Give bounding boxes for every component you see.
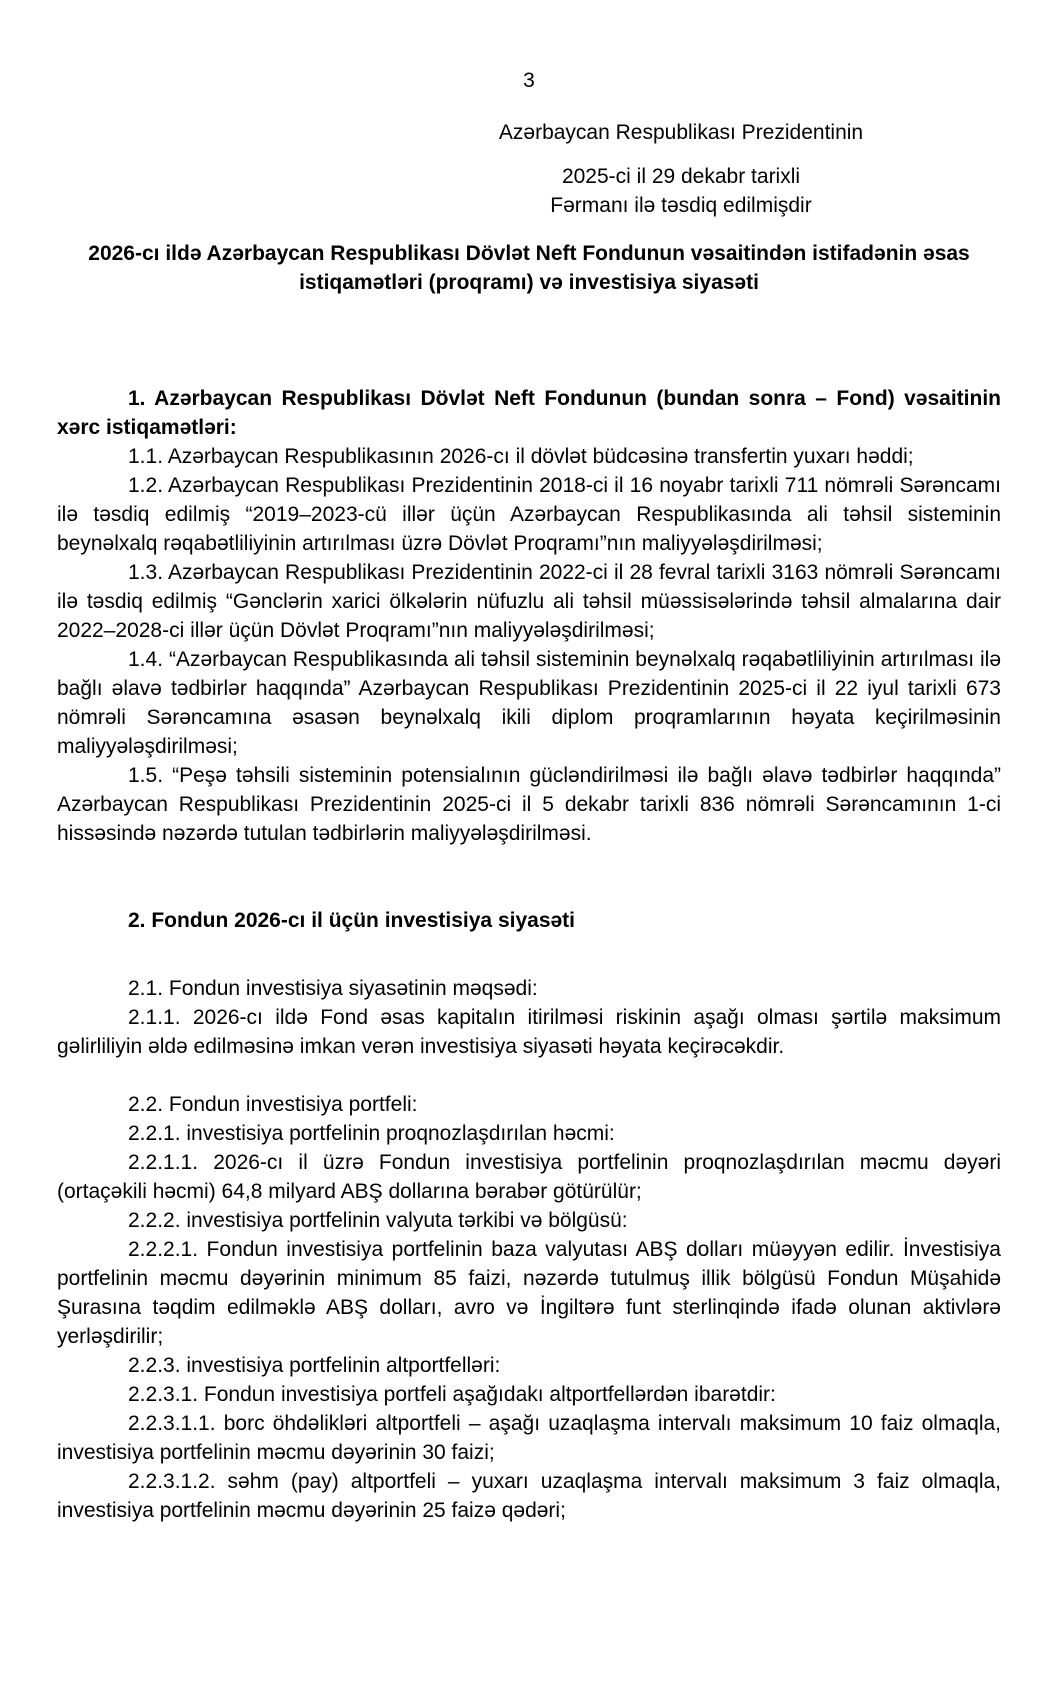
document-title: 2026-cı ildə Azərbaycan Respublikası Dövlət Neft Fondunun vəsaitindən istifadənin əsas istiqamətləri (proqramı) və investisiya siyasəti — [88, 242, 970, 294]
paragraph-2-2-1-1: 2.2.1.1. 2026-cı il üzrə Fondun investisiya portfelinin proqnozlaşdırılan məcmu dəyəri (ortaçəkili həcmi) 64,8 milyard ABŞ dollarına bərabər götürülür; — [57, 1151, 1001, 1203]
paragraph-1-1: 1.1. Azərbaycan Respublikasının 2026-cı il dövlət büdcəsinə transfertin yuxarı həddi; — [128, 445, 914, 468]
paragraph-2-2-2-1: 2.2.2.1. Fondun investisiya portfelinin baza valyutası ABŞ dolları müəyyən edilir. İnvestisiya portfelinin məcmu dəyərinin minimum 85 faizi, nəzərdə tutulmuş illik bölgüsü Fondun Müşahidə Şurasına təqdim edilməklə ABŞ dolları, avro və İngiltərə funt sterlinqində ifadə olunan aktivlərə yerləşdirilir; — [57, 1238, 1001, 1348]
paragraph-1-5: 1.5. “Peşə təhsili sisteminin potensialının gücləndirilməsi ilə bağlı əlavə tədbirlər haqqında” Azərbaycan Respublikası Prezidentinin 2025-ci il 5 dekabr tarixli 836 nömrəli Sərəncamının 1-ci hissəsində nəzərdə tutulan tədbirlərin maliyyələşdirilməsi. — [57, 764, 1001, 845]
paragraph-1-3: 1.3. Azərbaycan Respublikası Prezidentinin 2022-ci il 28 fevral tarixli 3163 nömrəli Sərəncamı ilə təsdiq edilmiş “Gənclərin xarici ölkələrin nüfuzlu ali təhsil müəssisələrində təhsil almalarına dair 2022–2028-ci illər üçün Dövlət Proqramı”nın maliyyələşdirilməsi; — [57, 561, 1001, 642]
paragraph-2-2-1: 2.2.1. investisiya portfelinin proqnozlaşdırılan həcmi: — [128, 1122, 615, 1145]
paragraph-2-2: 2.2. Fondun investisiya portfeli: — [128, 1093, 418, 1116]
paragraph-2-2-2: 2.2.2. investisiya portfelinin valyuta tərkibi və bölgüsü: — [128, 1209, 628, 1232]
paragraph-2-1: 2.1. Fondun investisiya siyasətinin məqsədi: — [128, 977, 538, 1000]
paragraph-2-1-1: 2.1.1. 2026-cı ildə Fond əsas kapitalın itirilməsi riskinin aşağı olması şərtilə maksimum gəlirliliyin əldə edilməsinə imkan verən investisiya siyasəti həyata keçirəcəkdir. — [57, 1006, 1001, 1058]
paragraph-1-2: 1.2. Azərbaycan Respublikası Prezidentinin 2018-ci il 16 noyabr tarixli 711 nömrəli Sərəncamı ilə təsdiq edilmiş “2019–2023-cü illər üçün Azərbaycan Respublikasında ali təhsil sisteminin beynəlxalq rəqabətliliyinin artırılması üzrə Dövlət Proqramı”nın maliyyələşdirilməsi; — [57, 474, 1001, 555]
approval-line-authority: Azərbaycan Respublikası Prezidentinin — [498, 121, 864, 144]
section-1-heading: 1. Azərbaycan Respublikası Dövlət Neft Fondunun (bundan sonra – Fond) vəsaitinin xərc istiqamətləri: — [57, 387, 1001, 439]
paragraph-2-2-3: 2.2.3. investisiya portfelinin altportfelləri: — [128, 1354, 501, 1377]
approval-block — [490, 118, 872, 220]
paragraph-2-2-3-1-2: 2.2.3.1.2. səhm (pay) altportfeli – yuxarı uzaqlaşma intervalı maksimum 3 faiz olmaqla, investisiya portfelinin məcmu dəyərinin 25 faizə qədəri; — [57, 1470, 1001, 1522]
paragraph-2-2-3-1-1: 2.2.3.1.1. borc öhdəlikləri altportfeli – aşağı uzaqlaşma intervalı maksimum 10 faiz olmaqla, investisiya portfelinin məcmu dəyərinin 30 faizi; — [57, 1412, 1001, 1464]
section-2-heading: 2. Fondun 2026-cı il üçün investisiya siyasəti — [128, 909, 575, 932]
paragraph-2-2-3-1: 2.2.3.1. Fondun investisiya portfeli aşağıdakı altportfellərdən ibarətdir: — [128, 1383, 776, 1406]
approval-line-date: 2025-ci il 29 dekabr tarixli — [561, 165, 801, 188]
approval-line-decree: Fərmanı ilə təsdiq edilmişdir — [550, 194, 812, 217]
page-number: 3 — [523, 69, 535, 92]
paragraph-1-4: 1.4. “Azərbaycan Respublikasında ali təhsil sisteminin beynəlxalq rəqabətliliyinin artırılması ilə bağlı əlavə tədbirlər haqqında” Azərbaycan Respublikası Prezidentinin 2025-ci il 22 iyul tarixli 673 nömrəli Sərəncamına əsasən beynəlxalq ikili diplom proqramlarının həyata keçirilməsinin maliyyələşdirilməsi; — [57, 648, 1001, 758]
